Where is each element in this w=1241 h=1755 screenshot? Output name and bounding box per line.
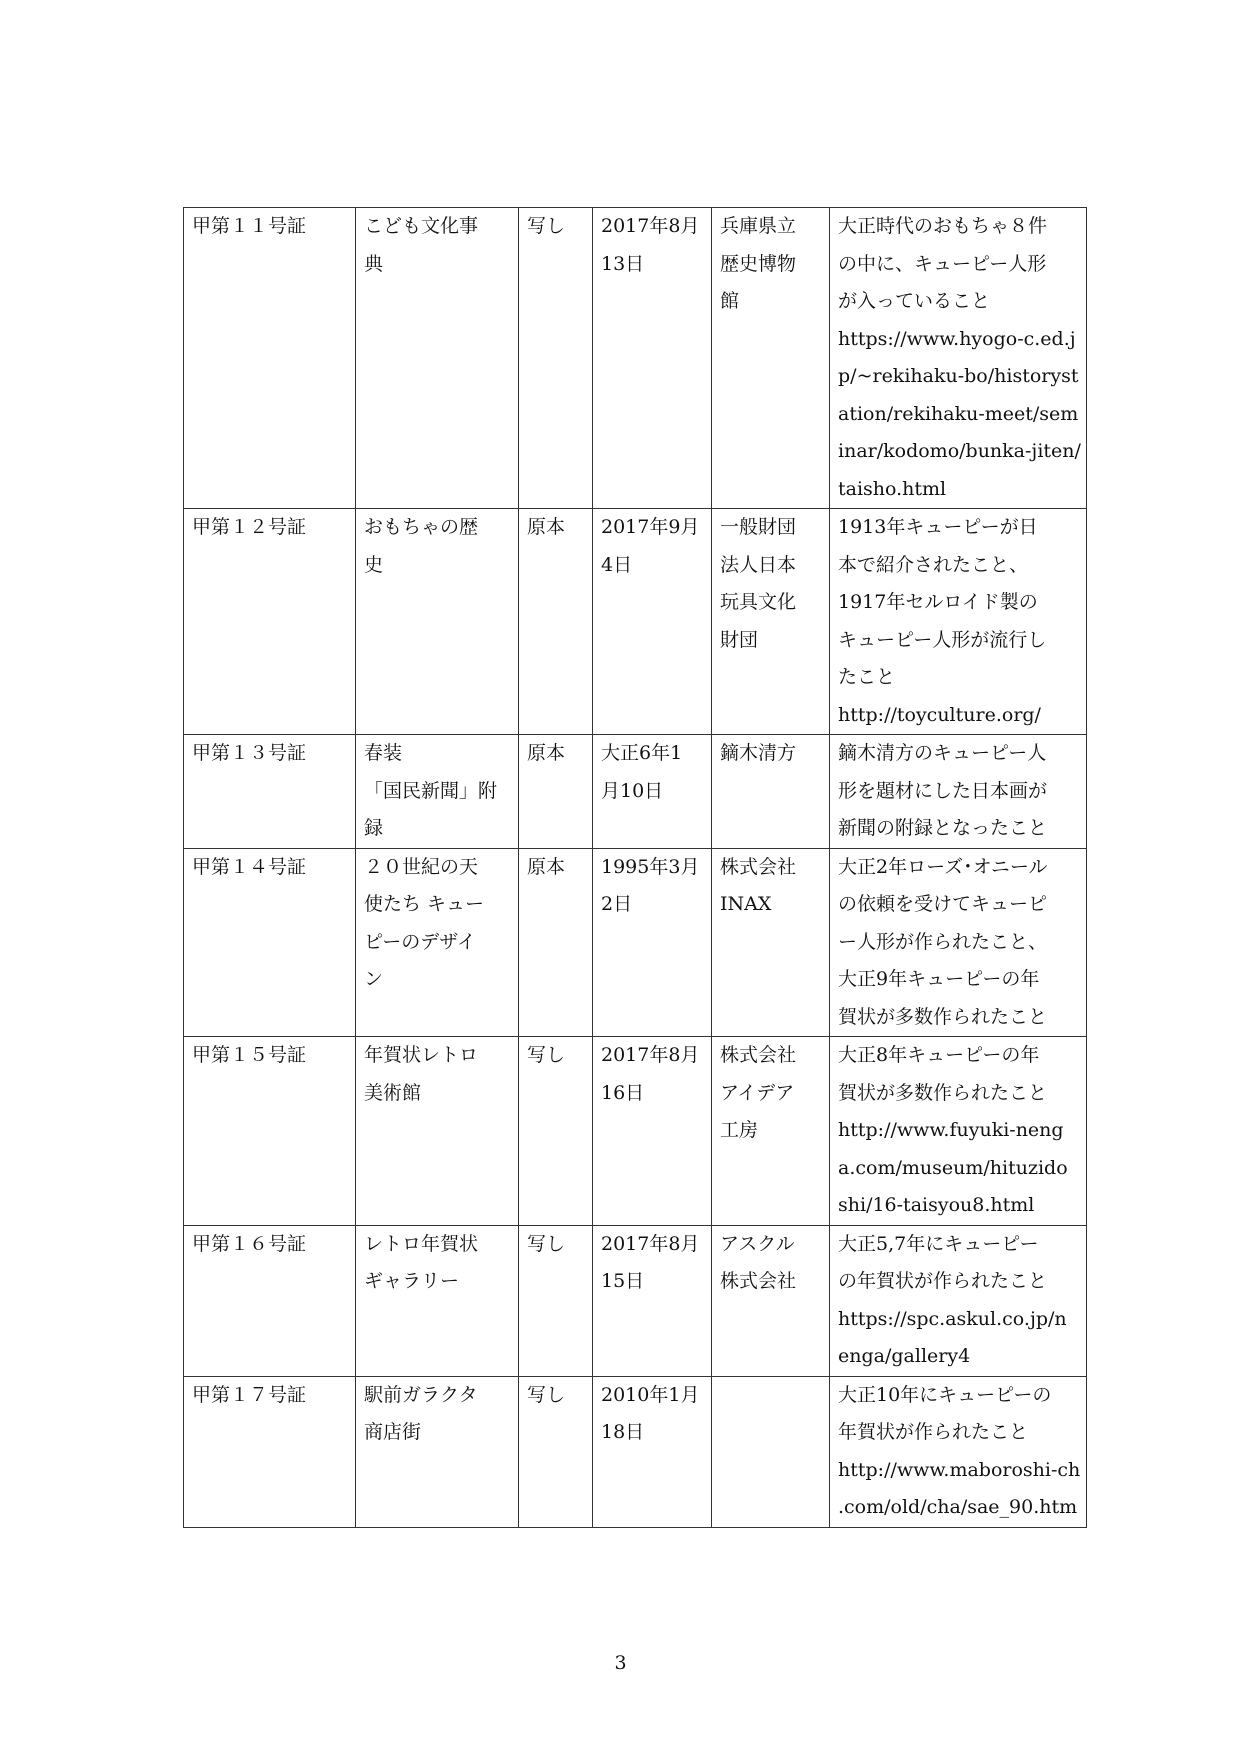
evidence-author-cell [712,1376,830,1527]
cell-line: 録 [364,817,384,839]
cell-line: 甲第１３号証 [192,742,307,764]
cell-line: 鏑木清方のキューピー人 [838,742,1047,764]
cell-line: 甲第１５号証 [192,1044,307,1066]
cell-line: 兵庫県立 [720,215,797,237]
evidence-date-cell [593,208,712,509]
evidence-author-cell [712,1225,830,1376]
cell-line: ン [364,968,384,990]
cell-line: enga/gallery4 [838,1345,971,1367]
evidence-table-body [184,208,1087,1528]
cell-line: 年賀状レトロ [364,1044,479,1066]
evidence-type-cell [519,1376,593,1527]
cell-line: 甲第１１号証 [192,215,307,237]
evidence-date-cell [593,1376,712,1527]
cell-line: 株式会社 [720,855,797,878]
evidence-purpose-cell [830,1376,1087,1527]
evidence-title-cell [356,848,519,1037]
cell-line: 大正時代のおもちゃ８件 [838,215,1048,237]
evidence-purpose-cell [830,1225,1087,1376]
cell-line: 甲第１７号証 [192,1383,307,1406]
cell-line: 4日 [601,553,633,576]
cell-line: アイデア [720,1081,795,1104]
cell-line: https://spc.askul.co.jp/n [838,1307,1067,1330]
cell-line: 原本 [527,516,566,538]
evidence-author-cell [712,735,830,849]
evidence-date-cell [593,509,712,735]
table-row [184,735,1087,849]
evidence-purpose-cell [830,509,1087,735]
cell-line: 1917年セルロイド製の [838,591,1038,613]
cell-line: 1913年キューピーが日 [838,516,1038,538]
cell-line: 写し [527,1044,566,1066]
evidence-type-cell [519,848,593,1037]
evidence-number-cell [184,509,356,735]
evidence-title-cell [356,1225,519,1376]
cell-line: 一般財団 [720,516,797,538]
cell-line: 写し [527,215,566,237]
cell-line: 大正9年キューピーの年 [838,968,1040,990]
cell-line: 2017年9月 [601,516,700,538]
table-row [184,848,1087,1037]
cell-line: 典 [364,252,384,275]
cell-line: 大正6年1 [601,742,683,764]
evidence-author-cell [712,848,830,1037]
evidence-title-cell [356,1376,519,1527]
evidence-author-cell [712,509,830,735]
evidence-number-cell [184,1225,356,1376]
cell-line: 商店街 [364,1421,422,1443]
cell-line: の依頼を受けてキューピ [838,893,1048,915]
evidence-title-cell [356,735,519,849]
cell-line: 月10日 [601,779,664,802]
cell-line: 原本 [527,742,566,764]
cell-line: 賀状が多数作られたこと [838,1005,1048,1028]
cell-line: 工房 [720,1119,759,1141]
cell-line: 形を題材にした日本画が [838,779,1048,802]
evidence-table [183,207,1087,1528]
cell-line: http://www.fuyuki-neng [838,1119,1064,1141]
evidence-type-cell [519,735,593,849]
cell-line: 史 [364,553,384,576]
evidence-number-cell [184,1037,356,1226]
table-row [184,1225,1087,1376]
cell-line: が入っていること [838,290,991,312]
cell-line: 鏑木清方 [720,742,797,764]
cell-line: の年賀状が作られたこと [838,1270,1048,1292]
cell-line: たこと [838,666,896,688]
cell-line: 新聞の附録となったこと [838,817,1048,839]
cell-line: 16日 [601,1081,645,1104]
cell-line: http://www.maboroshi-ch [838,1458,1081,1481]
cell-line: 玩具文化 [720,591,797,613]
page-number: 3 [614,1652,627,1674]
cell-line: 甲第１２号証 [192,516,307,538]
evidence-number-cell [184,848,356,1037]
cell-line: の中に、キューピー人形 [838,252,1047,275]
evidence-type-cell [519,208,593,509]
evidence-date-cell [593,1037,712,1226]
cell-line: .com/old/cha/sae_90.htm [838,1496,1078,1518]
cell-line: 本で紹介されたこと、 [838,553,1029,576]
evidence-type-cell [519,1037,593,1226]
table-row [184,1037,1087,1226]
cell-line: 春装 [364,742,403,764]
evidence-date-cell [593,848,712,1037]
cell-line: 甲第１４号証 [192,855,307,878]
table-row [184,509,1087,735]
cell-line: 大正10年にキューピーの [838,1383,1052,1406]
cell-line: 使たち キュー [364,893,485,915]
cell-line: ation/rekihaku-meet/sem [838,402,1079,425]
cell-line: ギャラリー [364,1270,460,1292]
evidence-type-cell [519,509,593,735]
cell-line: 財団 [720,628,759,651]
evidence-purpose-cell [830,208,1087,509]
cell-line: 大正5,7年にキューピー [838,1232,1039,1255]
evidence-author-cell [712,1037,830,1226]
evidence-title-cell [356,208,519,509]
cell-line: INAX [720,893,772,915]
cell-line: 法人日本 [720,553,797,576]
evidence-purpose-cell [830,848,1087,1037]
cell-line: 2日 [601,893,633,915]
cell-line: inar/kodomo/bunka-jiten/ [838,440,1081,462]
cell-line: キューピー人形が流行し [838,628,1047,651]
cell-line: p/~rekihaku-bo/historyst [838,365,1079,387]
evidence-number-cell [184,208,356,509]
evidence-author-cell [712,208,830,509]
table-row [184,1376,1087,1527]
cell-line: taisho.html [838,477,947,500]
evidence-type-cell [519,1225,593,1376]
cell-line: ピーのデザイ [364,930,476,953]
cell-line: 「国民新聞」附 [364,779,498,802]
cell-line: 館 [720,290,740,312]
cell-line: おもちゃの歴 [364,516,479,538]
cell-line: http://toyculture.org/ [838,703,1041,726]
cell-line: 2010年1月 [601,1383,700,1406]
cell-line: 甲第１６号証 [192,1232,307,1255]
cell-line: 15日 [601,1270,645,1292]
evidence-purpose-cell [830,735,1087,849]
evidence-title-cell [356,1037,519,1226]
cell-line: 18日 [601,1421,645,1443]
cell-line: shi/16-taisyou8.html [838,1194,1035,1216]
cell-line: 駅前ガラクタ [364,1383,478,1406]
cell-line: こども文化事 [364,215,479,237]
cell-line: 2017年8月 [601,1044,700,1066]
cell-line: 13日 [601,252,645,275]
cell-line: ２０世紀の天 [364,855,479,878]
cell-line: 原本 [527,855,566,878]
evidence-date-cell [593,735,712,849]
cell-line: 年賀状が作られたこと [838,1421,1029,1443]
cell-line: https://www.hyogo-c.ed.j [838,327,1076,350]
cell-line: 株式会社 [720,1270,797,1292]
cell-line: アスクル [720,1232,795,1255]
cell-line: 美術館 [364,1081,422,1104]
cell-line: 賀状が多数作られたこと [838,1081,1048,1104]
cell-line: 写し [527,1232,566,1255]
cell-line: a.com/museum/hituzido [838,1156,1068,1179]
evidence-number-cell [184,735,356,849]
cell-line: 2017年8月 [601,1232,700,1255]
cell-line: レトロ年賀状 [364,1232,479,1255]
cell-line: 株式会社 [720,1044,797,1066]
evidence-date-cell [593,1225,712,1376]
cell-line: 大正8年キューピーの年 [838,1044,1040,1066]
evidence-purpose-cell [830,1037,1087,1226]
cell-line: 写し [527,1383,566,1406]
evidence-title-cell [356,509,519,735]
cell-line: 1995年3月 [601,855,700,878]
cell-line: 2017年8月 [601,215,700,237]
table-row [184,208,1087,509]
cell-line: 歴史博物 [720,252,797,275]
evidence-number-cell [184,1376,356,1527]
cell-line: 大正2年ローズ･オニール [838,855,1048,878]
cell-line: ー人形が作られたこと、 [838,930,1048,953]
